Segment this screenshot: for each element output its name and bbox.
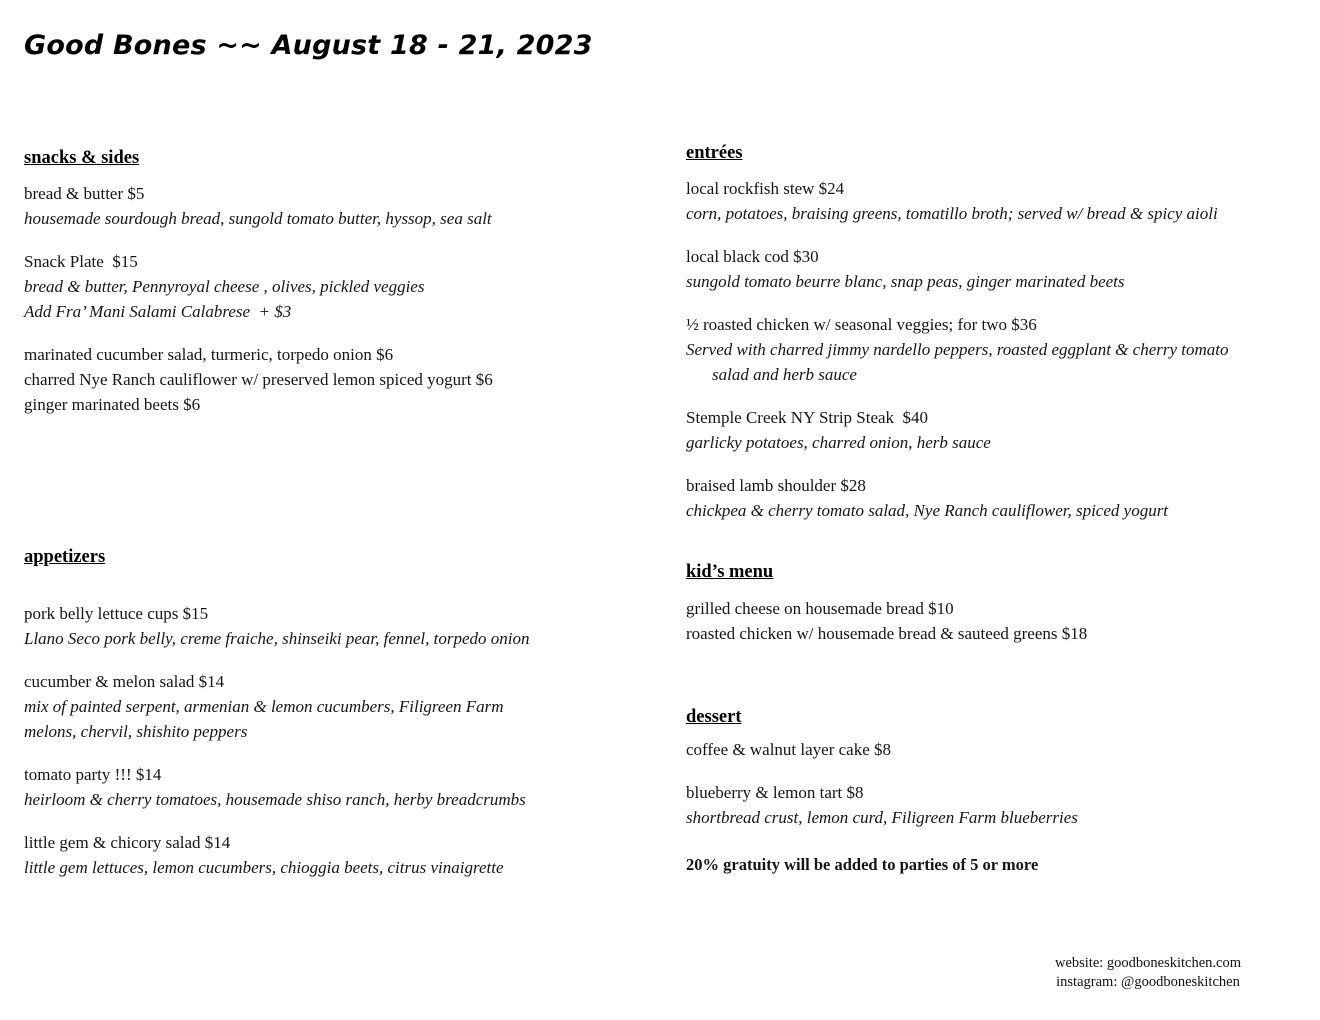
menu-item-description: garlicky potatoes, charred onion, herb sauce xyxy=(686,433,991,452)
menu-item-description: Llano Seco pork belly, creme fraiche, shinseiki pear, fennel, torpedo onion xyxy=(24,629,530,648)
menu-item: blueberry & lemon tart $8 xyxy=(686,783,864,802)
section-heading-dessert: dessert xyxy=(686,707,742,727)
menu-item: charred Nye Ranch cauliflower w/ preserved lemon spiced yogurt $6 xyxy=(24,370,493,389)
menu-group xyxy=(24,669,644,744)
section-heading-entrees: entrées xyxy=(686,143,743,163)
menu-item: braised lamb shoulder $28 xyxy=(686,476,866,495)
section-appetizers xyxy=(24,545,644,880)
menu-item-description: chickpea & cherry tomato salad, Nye Ranch cauliflower, spiced yogurt xyxy=(686,501,1169,520)
menu-group xyxy=(686,737,1314,762)
menu-group xyxy=(24,762,644,812)
menu-item: Snack Plate $15 xyxy=(24,252,138,271)
menu-group xyxy=(24,181,644,231)
menu-item-description: mix of painted serpent, armenian & lemon cucumbers, Filigreen Farm xyxy=(24,697,504,716)
section-entrees xyxy=(686,141,1314,523)
menu-item: bread & butter $5 xyxy=(24,184,145,203)
menu-item-description: corn, potatoes, braising greens, tomatillo broth; served w/ bread & spicy aioli xyxy=(686,204,1218,223)
menu-group xyxy=(24,830,644,880)
menu-item: little gem & chicory salad $14 xyxy=(24,833,231,852)
menu-item-description: melons, chervil, shishito peppers xyxy=(24,722,248,741)
section-heading-appetizers: appetizers xyxy=(24,547,106,567)
footer xyxy=(1030,954,1266,992)
menu-item: ginger marinated beets $6 xyxy=(24,395,201,414)
menu-group xyxy=(686,312,1314,387)
section-heading-snacks: snacks & sides xyxy=(24,148,140,168)
menu-item: grilled cheese on housemade bread $10 xyxy=(686,599,954,618)
menu-item: Stemple Creek NY Strip Steak $40 xyxy=(686,408,929,427)
section-kids-menu xyxy=(686,560,1314,646)
website-line: website: goodboneskitchen.com xyxy=(1054,955,1242,971)
menu-group xyxy=(24,342,644,417)
menu-item: local rockfish stew $24 xyxy=(686,179,845,198)
menu-group xyxy=(686,780,1314,830)
menu-item-description: sungold tomato beurre blanc, snap peas, ginger marinated beets xyxy=(686,272,1125,291)
menu-item: ½ roasted chicken w/ seasonal veggies; for two $36 xyxy=(686,315,1037,334)
menu-item-description: Served with charred jimmy nardello peppers, roasted eggplant & cherry tomato xyxy=(686,340,1229,359)
section-heading-kids: kid’s menu xyxy=(686,562,774,582)
menu-item: coffee & walnut layer cake $8 xyxy=(686,740,892,759)
menu-item-description: housemade sourdough bread, sungold tomato butter, hyssop, sea salt xyxy=(24,209,492,228)
menu-group xyxy=(686,473,1314,523)
menu-item-description: Add Fra’ Mani Salami Calabrese + $3 xyxy=(24,302,292,321)
menu-item: local black cod $30 xyxy=(686,247,819,266)
menu-title: Good Bones ~~ August 18 - 21, 2023 xyxy=(24,30,593,61)
section-dessert xyxy=(686,705,1314,877)
menu-group xyxy=(686,596,1314,646)
menu-group xyxy=(686,405,1314,455)
menu-group xyxy=(24,249,644,324)
menu-item: roasted chicken w/ housemade bread & sauteed greens $18 xyxy=(686,624,1088,643)
gratuity-note: 20% gratuity will be added to parties of 5 or more xyxy=(686,855,1039,874)
menu-item: marinated cucumber salad, turmeric, torpedo onion $6 xyxy=(24,345,394,364)
menu-item-description: little gem lettuces, lemon cucumbers, chioggia beets, citrus vinaigrette xyxy=(24,858,504,877)
menu-group xyxy=(686,244,1314,294)
menu-item: cucumber & melon salad $14 xyxy=(24,672,225,691)
menu-item-description: salad and herb sauce xyxy=(712,365,857,384)
menu-item-description: bread & butter, Pennyroyal cheese , olives, pickled veggies xyxy=(24,277,425,296)
menu-group xyxy=(24,601,644,651)
menu-item-description: heirloom & cherry tomatoes, housemade shiso ranch, herby breadcrumbs xyxy=(24,790,526,809)
menu-item: pork belly lettuce cups $15 xyxy=(24,604,209,623)
menu-group xyxy=(686,176,1314,226)
menu-item: tomato party !!! $14 xyxy=(24,765,162,784)
menu-item-description: shortbread crust, lemon curd, Filigreen Farm blueberries xyxy=(686,808,1078,827)
instagram-line: instagram: @goodboneskitchen xyxy=(1056,974,1240,990)
section-snacks-and-sides xyxy=(24,146,644,417)
